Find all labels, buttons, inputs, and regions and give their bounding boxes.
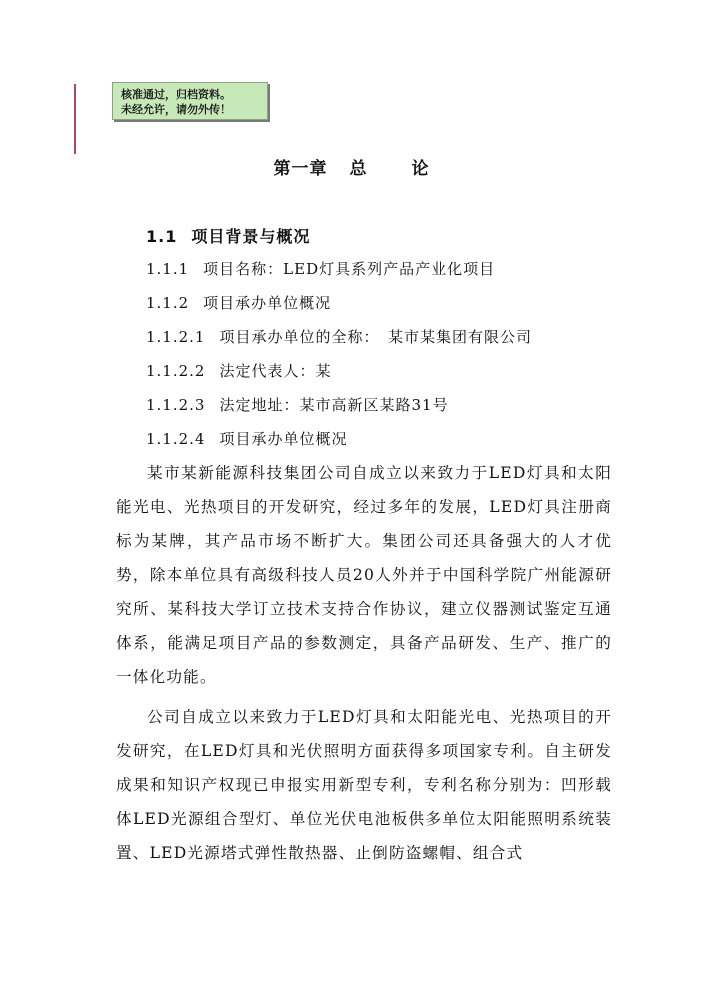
section-number: 1.1.2.3: [146, 396, 206, 414]
stamp-line-1: 核准通过，归档资料。: [121, 88, 231, 101]
section-1-1-2-3: [146, 394, 449, 415]
section-text: 项目承办单位概况: [203, 294, 332, 312]
section-1-1-2-1: [146, 326, 532, 347]
section-number: 1.1.1: [146, 260, 190, 278]
section-number: 1.1.2: [146, 294, 190, 312]
paragraph-company-overview: 某市某新能源科技集团公司自成立以来致力于LED灯具和太阳能光电、光热项目的开发研究，经过多年的发展，LED灯具注册商标为某牌，其产品市场不断扩大。集团公司还具备强大的人才优势，除本单位具有高级科技人员20人外并于中国科学院广州能源研究所、某科技大学订立技术支持合作协议，建立仪器测试鉴定互通体系，能满足项目产品的参数测定，具备产品研发、生产、推广的一体化功能。: [116, 464, 612, 686]
section-heading-1-1: [146, 224, 310, 247]
approval-stamp: [112, 82, 268, 120]
section-text: 法定地址：某市高新区某路31号: [219, 396, 449, 414]
section-number: 1.1: [146, 227, 178, 246]
section-number: 1.1.2.1: [146, 328, 206, 346]
section-text: 项目名称：LED灯具系列产品产业化项目: [203, 260, 496, 278]
section-text: 项目背景与概况: [191, 227, 311, 246]
margin-line: [74, 84, 76, 154]
section-text: 项目承办单位概况: [219, 430, 348, 448]
paragraph-patents: 公司自成立以来致力于LED灯具和太阳能光电、光热项目的开发研究，在LED灯具和光伏照明方面获得多项国家专利。自主研发成果和知识产权现已申报实用新型专利，专利名称分别为：凹形载体LED光源组合型灯、单位光伏电池板供多单位太阳能照明系统装置、LED光源塔式弹性散热器、止倒防盗螺帽、组合式: [116, 708, 612, 862]
section-1-1-2-2: [146, 360, 332, 381]
section-1-1-2: [146, 292, 331, 313]
stamp-line-2: 未经允许，请勿外传！: [121, 103, 231, 116]
section-number: 1.1.2.4: [146, 430, 206, 448]
chapter-word-2: 论: [411, 159, 430, 179]
section-number: 1.1.2.2: [146, 362, 206, 380]
chapter-number: 第一章: [273, 159, 328, 179]
chapter-title: [0, 154, 703, 179]
section-1-1-1: [146, 258, 495, 279]
section-text: 法定代表人：某: [219, 362, 332, 380]
section-text: 项目承办单位的全称： 某市某集团有限公司: [219, 328, 532, 346]
chapter-word-1: 总: [349, 159, 368, 179]
section-1-1-2-4: [146, 428, 348, 449]
